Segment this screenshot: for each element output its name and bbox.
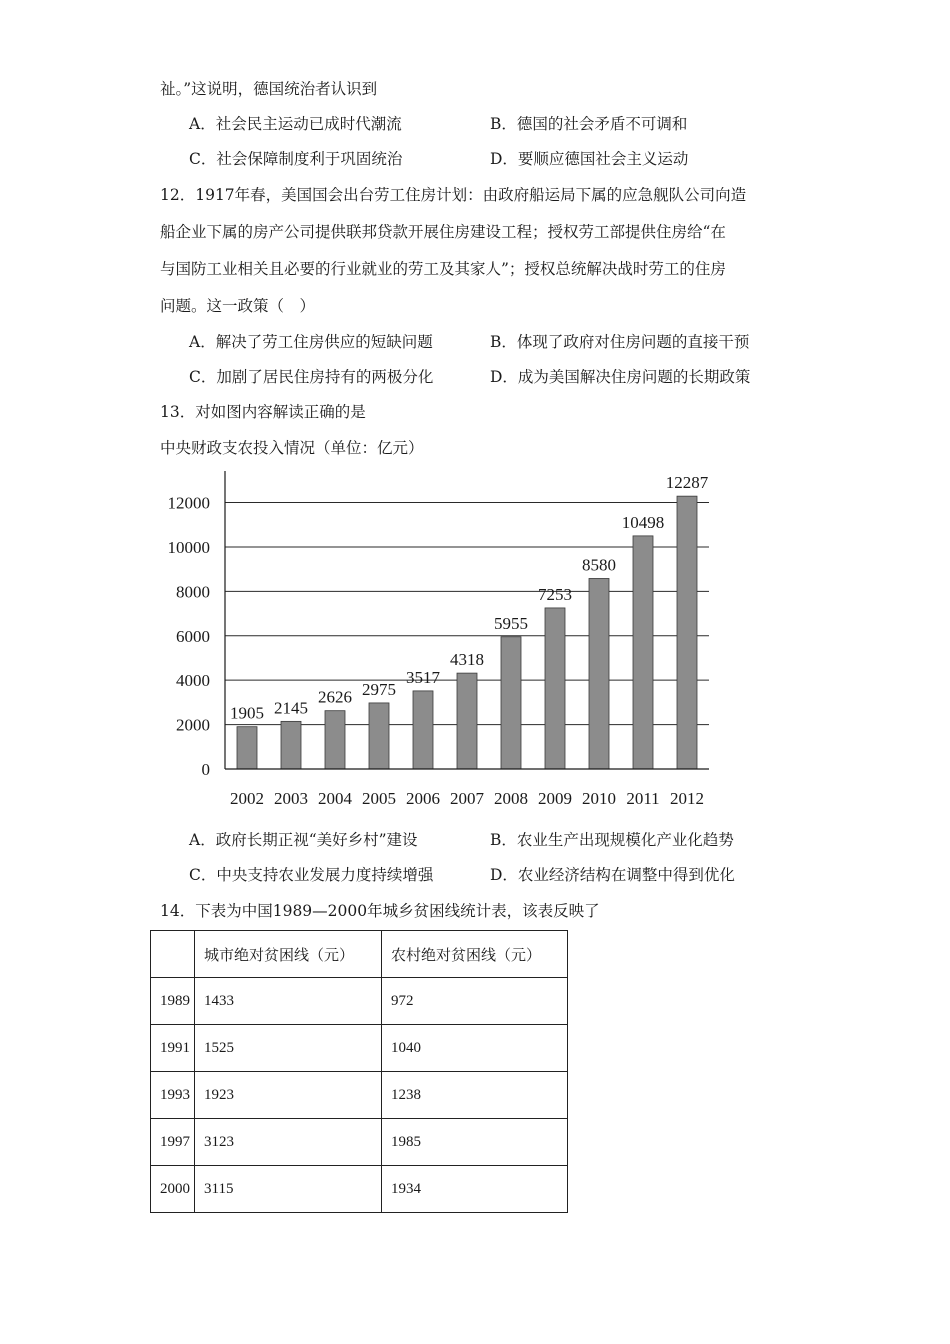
table-cell-urban: 1433 <box>195 978 382 1025</box>
q12-option-c[interactable]: C．加剧了居民住房持有的两极分化 <box>189 368 434 386</box>
table-header-cell: 农村绝对贫困线（元） <box>382 931 568 978</box>
table-row <box>151 1166 568 1213</box>
bar <box>677 496 697 769</box>
data-label: 8580 <box>582 555 616 575</box>
x-tick-label: 2006 <box>406 789 440 808</box>
q13-option-b[interactable]: B．农业生产出现规模化产业化趋势 <box>490 831 734 849</box>
q11-option-b[interactable]: B．德国的社会矛盾不可调和 <box>490 115 688 133</box>
bar <box>325 711 345 769</box>
x-tick-label: 2009 <box>538 789 572 808</box>
data-label: 5955 <box>494 613 528 633</box>
y-tick-label: 8000 <box>176 582 210 602</box>
bar <box>237 727 257 769</box>
bar-chart <box>150 462 730 817</box>
table-header-row <box>151 931 568 978</box>
bar <box>457 673 477 769</box>
data-label: 7253 <box>538 584 572 604</box>
x-tick-label: 2002 <box>230 789 264 808</box>
table-cell-urban: 3115 <box>195 1166 382 1213</box>
x-tick-label: 2007 <box>450 789 484 808</box>
data-label: 2626 <box>318 687 352 707</box>
y-tick-label: 4000 <box>176 671 210 691</box>
table-cell-year: 1991 <box>151 1025 195 1072</box>
data-label: 2145 <box>274 698 308 718</box>
table-cell-urban: 1525 <box>195 1025 382 1072</box>
data-label: 10498 <box>621 512 665 532</box>
table-cell-rural: 972 <box>382 978 568 1025</box>
x-tick-label: 2012 <box>670 789 704 808</box>
q12-stem-line-3: 与国防工业相关且必要的行业就业的劳工及其家人”；授权总统解决战时劳工的住房 <box>160 260 726 278</box>
table-row <box>151 1119 568 1166</box>
y-tick-label: 0 <box>201 760 210 779</box>
table-cell-rural: 1040 <box>382 1025 568 1072</box>
data-label: 3517 <box>406 667 440 687</box>
x-tick-label: 2010 <box>582 789 616 808</box>
q12-option-a[interactable]: A．解决了劳工住房供应的短缺问题 <box>189 333 433 351</box>
y-tick-label: 2000 <box>176 715 210 735</box>
q12-stem-line-1: 12．1917年春，美国国会出台劳工住房计划：由政府船运局下属的应急舰队公司向造 <box>160 186 747 204</box>
q12-option-d[interactable]: D．成为美国解决住房问题的长期政策 <box>490 368 751 386</box>
y-tick-label: 12000 <box>167 493 210 513</box>
q11-option-c[interactable]: C．社会保障制度利于巩固统治 <box>189 150 403 168</box>
table-row <box>151 978 568 1025</box>
data-label: 12287 <box>665 473 709 493</box>
data-label: 4318 <box>450 650 484 670</box>
poverty-line-table <box>150 930 568 1213</box>
table-row <box>151 1025 568 1072</box>
bar <box>501 637 521 769</box>
table-cell-rural: 1985 <box>382 1119 568 1166</box>
q14-stem: 14．下表为中国1989—2000年城乡贫困线统计表，该表反映了 <box>160 902 600 920</box>
q12-stem-line-2: 船企业下属的房产公司提供联邦贷款开展住房建设工程；授权劳工部提供住房给“在 <box>160 223 726 241</box>
bar <box>545 608 565 769</box>
x-tick-label: 2008 <box>494 789 528 808</box>
q12-stem-line-4: 问题。这一政策（ ） <box>160 297 316 315</box>
table-cell-year: 1997 <box>151 1119 195 1166</box>
bar <box>589 578 609 769</box>
bar <box>281 721 301 769</box>
table-cell-rural: 1238 <box>382 1072 568 1119</box>
q13-option-c[interactable]: C．中央支持农业发展力度持续增强 <box>189 866 434 884</box>
table-header-cell: 城市绝对贫困线（元） <box>195 931 382 978</box>
table-cell-urban: 1923 <box>195 1072 382 1119</box>
table-cell-rural: 1934 <box>382 1166 568 1213</box>
table-cell-year: 1993 <box>151 1072 195 1119</box>
q13-option-d[interactable]: D．农业经济结构在调整中得到优化 <box>490 866 735 884</box>
q13-option-a[interactable]: A．政府长期正视“美好乡村”建设 <box>189 831 418 849</box>
y-tick-label: 6000 <box>176 626 210 646</box>
bar <box>413 691 433 769</box>
chart-caption: 中央财政支农投入情况（单位：亿元） <box>160 439 424 457</box>
q13-stem: 13．对如图内容解读正确的是 <box>160 403 366 421</box>
table-cell-year: 1989 <box>151 978 195 1025</box>
bar <box>369 703 389 769</box>
q12-option-b[interactable]: B．体现了政府对住房问题的直接干预 <box>490 333 750 351</box>
x-tick-label: 2011 <box>626 789 660 808</box>
data-label: 1905 <box>230 703 264 723</box>
data-label: 2975 <box>362 679 396 699</box>
q11-option-d[interactable]: D．要顺应德国社会主义运动 <box>490 150 689 168</box>
x-tick-label: 2003 <box>274 789 308 808</box>
bar <box>633 536 653 769</box>
table-row <box>151 1072 568 1119</box>
table-header-cell <box>151 931 195 978</box>
y-tick-label: 10000 <box>167 537 210 557</box>
table-cell-year: 2000 <box>151 1166 195 1213</box>
q11-option-a[interactable]: A．社会民主运动已成时代潮流 <box>189 115 402 133</box>
x-tick-label: 2005 <box>362 789 396 808</box>
question-11-tail-text: 祉。”这说明，德国统治者认识到 <box>160 80 378 98</box>
x-tick-label: 2004 <box>318 789 352 808</box>
table-cell-urban: 3123 <box>195 1119 382 1166</box>
